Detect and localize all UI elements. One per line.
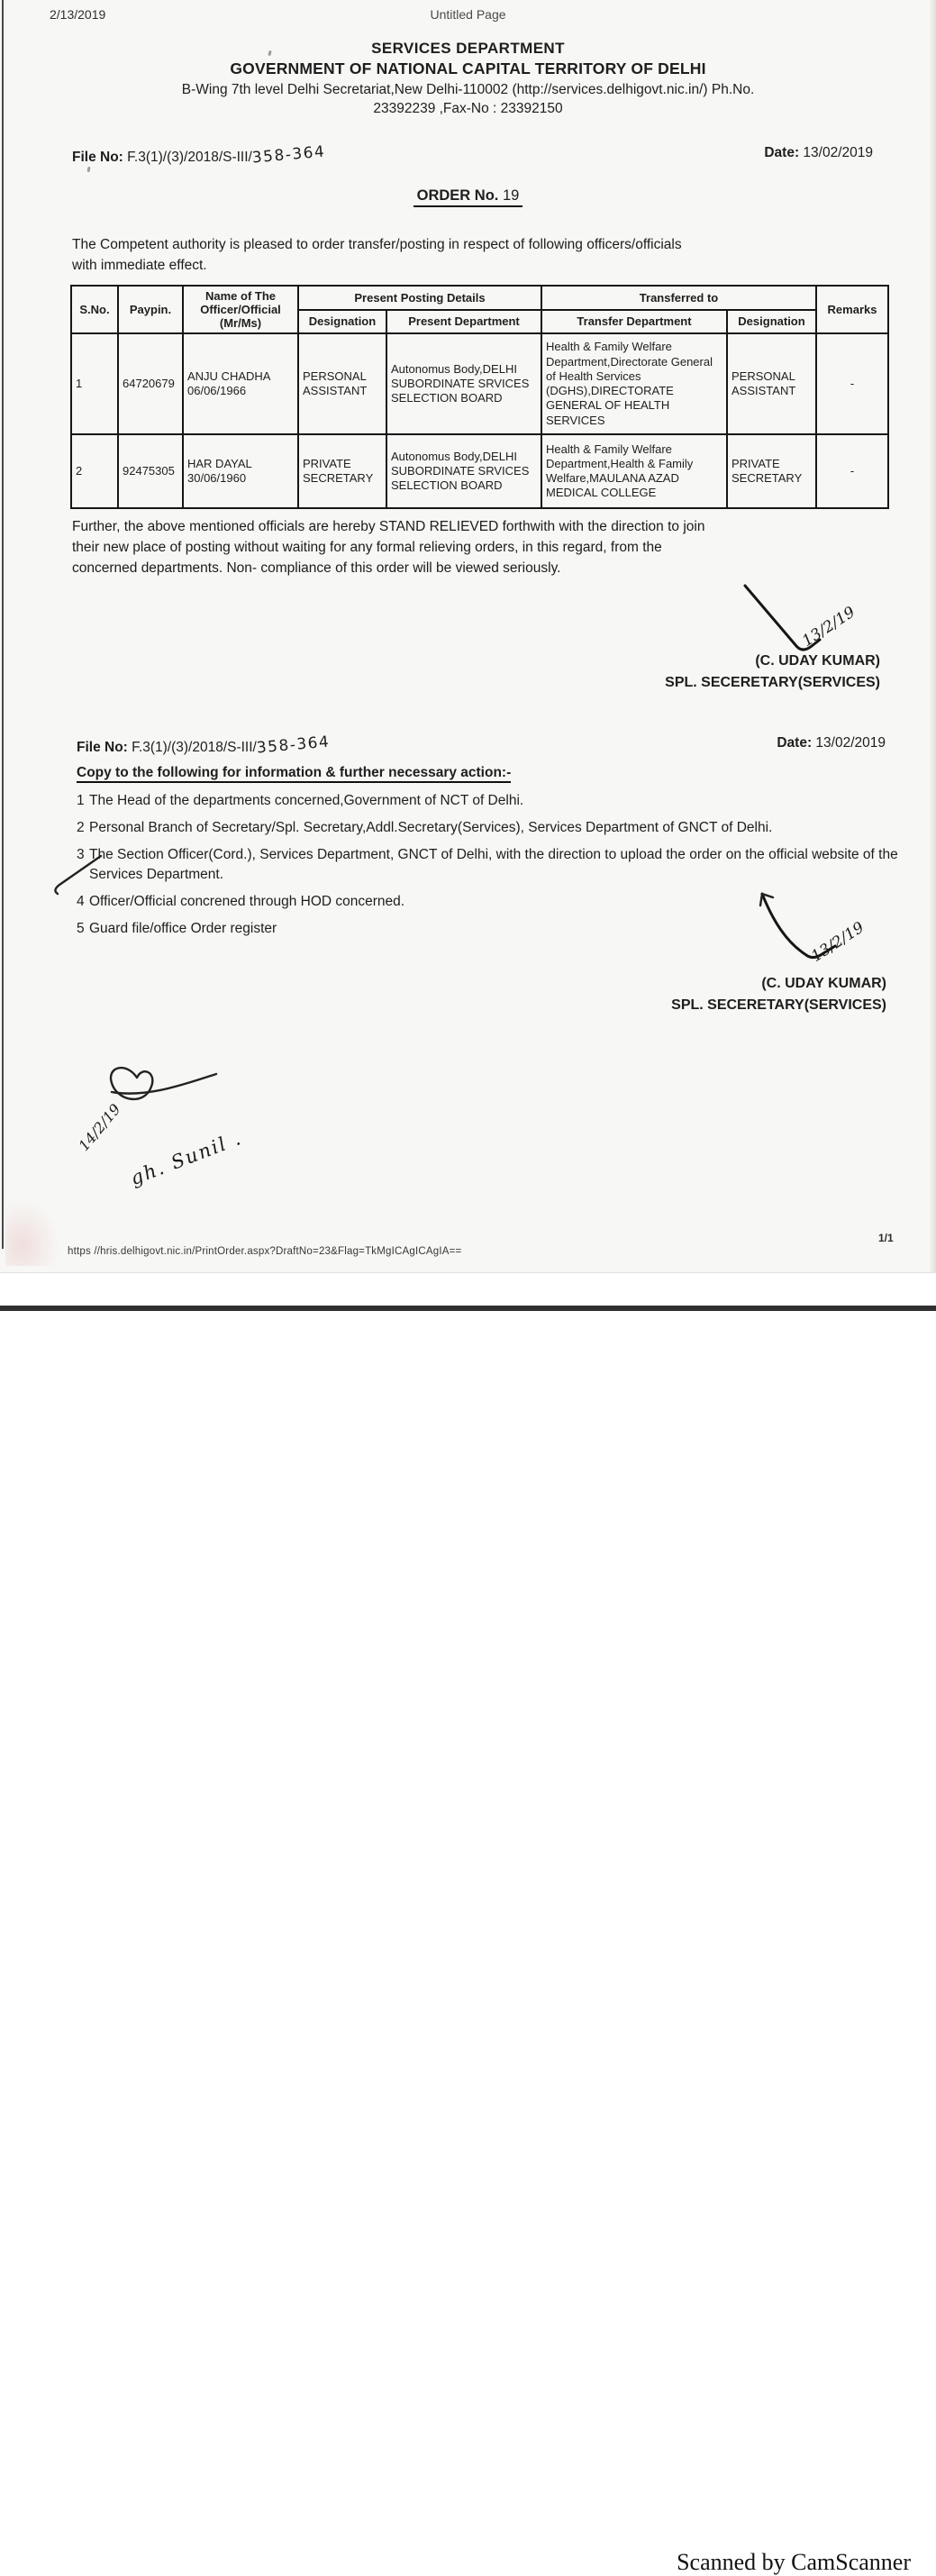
cell-remarks: - <box>816 434 888 508</box>
col-header-present-department: Present Department <box>386 310 541 334</box>
cell-transfer-department: Health & Family Welfare Department,Health & Family Welfare,MAULANA AZAD MEDICAL COLLEGE <box>541 434 727 508</box>
letterhead-address: B-Wing 7th level Delhi Secretariat,New Delhi-110002 (http://services.delhigovt.nic.in/) Ph.No. <box>181 82 755 97</box>
date-value: 13/02/2019 <box>803 145 873 160</box>
date-line-1 <box>764 145 873 161</box>
col-group-present-posting: Present Posting Details <box>298 286 541 310</box>
order-title-text: ORDER No. <box>416 187 499 204</box>
signatory-name: (C. UDAY KUMAR) <box>755 653 880 669</box>
intro-paragraph <box>72 235 682 277</box>
list-item <box>77 892 914 912</box>
officer-name: ANJU CHADHA <box>187 369 271 383</box>
signature-block-2 <box>671 973 886 1016</box>
intro-line-2: with immediate effect. <box>72 257 207 273</box>
letterhead-phone-fax: 23392239 ,Fax-No : 23392150 <box>373 101 563 116</box>
cell-name-dob <box>183 434 298 508</box>
file-no-handwritten: 358-364 <box>255 733 331 758</box>
relieving-line-3: concerned departments. Non- compliance of this order will be viewed seriously. <box>72 560 561 576</box>
cell-present-department: Autonomus Body,DELHI SUBORDINATE SRVICES SELECTION BOARD <box>386 333 541 434</box>
relieving-paragraph <box>72 517 892 579</box>
list-item-text: Guard file/office Order register <box>89 921 277 936</box>
cell-present-department: Autonomus Body,DELHI SUBORDINATE SRVICES SELECTION BOARD <box>386 434 541 508</box>
table-header-row-1 <box>71 286 888 310</box>
handwritten-date-1: 13/2/19 <box>799 603 859 651</box>
list-item-text: The Section Officer(Cord.), Services Department, GNCT of Delhi, with the direction to upload the order on the official website of the Services Department. <box>89 847 898 882</box>
footer-url: https //hris.delhigovt.nic.in/PrintOrder.aspx?DraftNo=23&Flag=TkMgICAgICAgIA== <box>68 1246 462 1257</box>
camscanner-watermark: Scanned by CamScanner <box>677 2549 911 2575</box>
scanned-document-page <box>0 0 936 1272</box>
officer-name: HAR DAYAL <box>187 456 252 470</box>
date-label: Date: <box>764 145 800 160</box>
file-no-handwritten: 358-364 <box>250 142 326 168</box>
signatory-title: SPL. SECERETARY(SERVICES) <box>671 997 886 1013</box>
list-item-text: The Head of the departments concerned,Government of NCT of Delhi. <box>89 793 524 808</box>
cell-name-dob <box>183 333 298 434</box>
file-no-value: F.3(1)/(3)/2018/S-III/ <box>132 740 257 755</box>
list-item-number: 4 <box>77 894 85 909</box>
officer-dob: 06/06/1966 <box>187 384 247 397</box>
table-row <box>71 434 888 508</box>
handwritten-note-date: 14/2/19 <box>75 1100 124 1154</box>
col-header-designation-2: Designation <box>727 310 816 334</box>
table-row <box>71 333 888 434</box>
signatory-title: SPL. SECERETARY(SERVICES) <box>665 675 880 690</box>
letterhead-government: GOVERNMENT OF NATIONAL CAPITAL TERRITORY OF DELHI <box>230 59 706 77</box>
signature-block-1 <box>665 651 880 694</box>
date-value: 13/02/2019 <box>815 735 886 751</box>
col-header-paypin: Paypin. <box>118 286 183 333</box>
cell-paypin: 92475305 <box>118 434 183 508</box>
transfer-posting-table <box>70 285 889 509</box>
scan-speck <box>87 167 91 172</box>
signatory-name: (C. UDAY KUMAR) <box>761 976 886 991</box>
cell-designation: PRIVATE SECRETARY <box>298 434 386 508</box>
cell-transfer-department: Health & Family Welfare Department,Directorate General of Health Services (DGHS),DIRECTORATE GENERAL OF HEALTH SERVICES <box>541 333 727 434</box>
list-item-number: 5 <box>77 921 85 936</box>
list-item <box>77 818 914 838</box>
file-no-label: File No: <box>77 740 128 755</box>
relieving-line-2: their new place of posting without waiting for any formal relieving orders, in this regard, from the <box>72 539 662 555</box>
list-item-text: Personal Branch of Secretary/Spl. Secretary,Addl.Secretary(Services), Services Department of GNCT of Delhi. <box>89 820 773 835</box>
list-item <box>77 845 914 885</box>
relieving-line-1: Further, the above mentioned officials are hereby STAND RELIEVED forthwith with the direction to join <box>72 519 705 534</box>
col-header-remarks: Remarks <box>816 286 888 333</box>
file-no-value: F.3(1)/(3)/2018/S-III/ <box>127 150 252 165</box>
list-item <box>77 919 914 939</box>
cell-designation-2: PRIVATE SECRETARY <box>727 434 816 508</box>
cell-sno: 1 <box>71 333 118 434</box>
list-item <box>77 791 914 811</box>
list-item-number: 2 <box>77 820 85 835</box>
copy-to-list <box>77 791 914 946</box>
camscanner-strip <box>0 1272 936 2575</box>
cell-designation-2: PERSONAL ASSISTANT <box>727 333 816 434</box>
intro-line-1: The Competent authority is pleased to order transfer/posting in respect of following officers/officials <box>72 237 682 252</box>
order-title <box>0 187 936 207</box>
file-no-label: File No: <box>72 150 123 165</box>
copy-to-heading: Copy to the following for information & further necessary action:- <box>77 765 511 781</box>
handwritten-signature-squiggle <box>111 1068 216 1099</box>
print-header-date: 2/13/2019 <box>50 7 106 22</box>
cell-designation: PERSONAL ASSISTANT <box>298 333 386 434</box>
cell-sno: 2 <box>71 434 118 508</box>
col-header-sno: S.No. <box>71 286 118 333</box>
file-number-line-2 <box>77 733 331 758</box>
letterhead-department: SERVICES DEPARTMENT <box>371 40 565 57</box>
officer-dob: 30/06/1960 <box>187 471 247 485</box>
col-header-designation: Designation <box>298 310 386 334</box>
date-label: Date: <box>777 735 813 751</box>
order-number: 19 <box>502 187 520 204</box>
bottom-edge-bar <box>0 1306 936 1311</box>
col-header-transfer-department: Transfer Department <box>541 310 727 334</box>
list-item-number: 1 <box>77 793 85 808</box>
list-item-number: 3 <box>77 847 85 862</box>
list-item-text: Officer/Official concrened through HOD concerned. <box>89 894 405 909</box>
scan-smudge <box>5 1198 59 1266</box>
cell-remarks: - <box>816 333 888 434</box>
page-indicator: 1/1 <box>878 1232 894 1244</box>
print-header-title: Untitled Page <box>430 7 506 22</box>
cell-paypin: 64720679 <box>118 333 183 434</box>
handwritten-date-2: 13/2/19 <box>808 918 868 966</box>
col-header-name: Name of The Officer/Official (Mr/Ms) <box>183 286 298 333</box>
date-line-2 <box>777 735 886 751</box>
handwritten-note-name: gh. Sunil . <box>127 1126 245 1189</box>
col-group-transferred-to: Transferred to <box>541 286 816 310</box>
file-number-line-1 <box>72 142 326 168</box>
